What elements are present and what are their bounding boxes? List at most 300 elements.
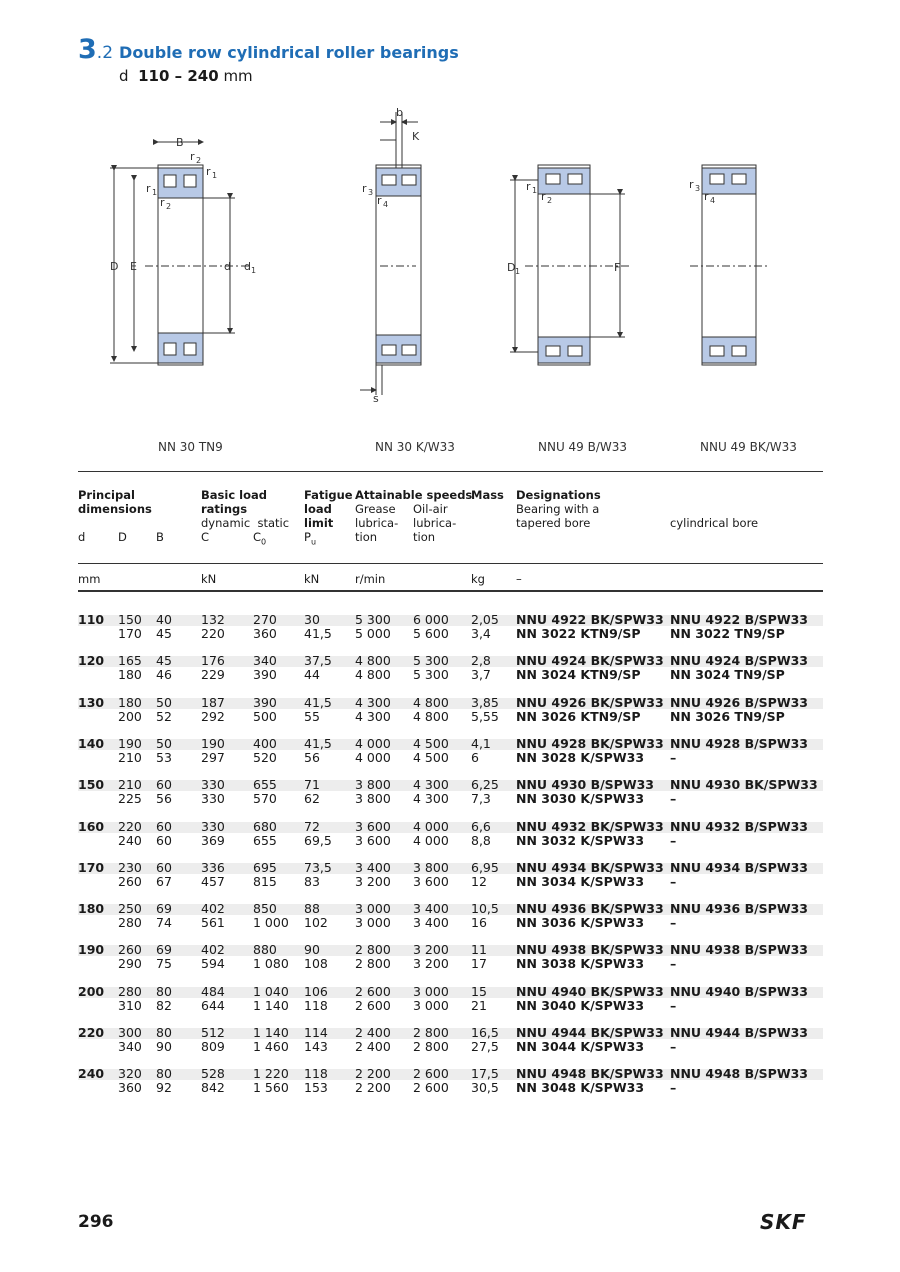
- table-cell: 165: [118, 653, 142, 669]
- table-cell: 176: [201, 653, 225, 669]
- svg-text:r: r: [704, 190, 709, 203]
- table-cell: 6,6: [471, 818, 491, 834]
- table-cell: 80: [156, 1066, 172, 1082]
- table-cell: 842: [201, 1080, 225, 1096]
- table-cell: 11: [471, 942, 487, 958]
- sym-C0: $C_0$: [253, 530, 267, 547]
- table-cell: 320: [118, 1066, 142, 1082]
- table-cell: 4 000: [413, 818, 449, 834]
- table-cell: 50: [156, 735, 172, 751]
- table-cell: NNU 4934 BK/SPW33: [516, 859, 664, 875]
- table-cell: NNU 4944 BK/SPW33: [516, 1025, 664, 1040]
- table-cell: 390: [253, 667, 277, 683]
- table-cell: 150: [78, 777, 105, 793]
- table-cell: 1 040: [253, 983, 289, 999]
- table-cell: 118: [304, 997, 328, 1013]
- svg-text:s: s: [373, 392, 379, 405]
- table-cell: 6,25: [471, 777, 499, 793]
- table-cell: 3,7: [471, 667, 491, 683]
- table-cell: 83: [304, 873, 320, 889]
- table-cell: NN 3024 KTN9/SP: [516, 667, 641, 683]
- table-cell: 67: [156, 873, 172, 889]
- table-cell: 1 220: [253, 1066, 289, 1082]
- table-cell: NNU 4932 B/SPW33: [670, 818, 809, 834]
- table-cell: 310: [118, 997, 142, 1013]
- table-cell: 6 000: [413, 612, 449, 627]
- table-cell: 330: [201, 791, 225, 807]
- col-designations: Designations Bearing with a tapered bore: [516, 488, 601, 530]
- table-cell: 92: [156, 1080, 172, 1096]
- table-cell: 55: [304, 708, 320, 724]
- drawing-label: NNU 49 BK/W33: [700, 440, 797, 454]
- table-cell: NN 3044 K/SPW33: [516, 1039, 645, 1054]
- svg-text:b: b: [396, 106, 403, 119]
- table-cell: 82: [156, 997, 172, 1013]
- table-cell: 71: [304, 777, 320, 793]
- table-cell: 594: [201, 956, 225, 972]
- table-cell: 2 200: [355, 1066, 391, 1082]
- table-cell: 56: [304, 749, 320, 765]
- table-cell: 44: [304, 667, 320, 683]
- table-cell: 60: [156, 859, 172, 875]
- table-cell: NNU 4936 B/SPW33: [670, 901, 809, 917]
- unit-rmin: r/min: [355, 572, 386, 586]
- table-cell: 220: [201, 626, 225, 641]
- bearing-drawings: [90, 100, 810, 420]
- table-cell: 369: [201, 832, 225, 848]
- drawing-label: NNU 49 B/W33: [538, 440, 628, 454]
- table-cell: 402: [201, 942, 225, 958]
- table-cell: 45: [156, 653, 172, 669]
- svg-text:4: 4: [383, 200, 389, 209]
- table-cell: 270: [253, 612, 277, 627]
- sym-Pu: $P_u$: [304, 530, 317, 547]
- table-cell: 2,8: [471, 653, 491, 669]
- col-principal-dimensions: Principal dimensions: [78, 488, 152, 516]
- table-cell: 240: [78, 1066, 105, 1082]
- table-cell: 3 200: [413, 942, 449, 958]
- svg-text:r: r: [377, 194, 382, 207]
- svg-text:r: r: [541, 190, 546, 203]
- drawing-nnu49bw33: [510, 165, 630, 365]
- table-cell: NNU 4928 B/SPW33: [670, 735, 809, 751]
- col-mass: Mass: [471, 488, 504, 502]
- table-cell: 4 800: [355, 653, 391, 669]
- table-cell: 102: [304, 915, 328, 931]
- table-cell: 360: [253, 626, 277, 641]
- table-cell: 220: [118, 818, 142, 834]
- table-cell: –: [670, 749, 677, 765]
- table-cell: 53: [156, 749, 172, 765]
- table-cell: 3 400: [413, 915, 449, 931]
- svg-text:K: K: [412, 130, 420, 143]
- table-cell: 108: [304, 956, 328, 972]
- table-cell: 132: [201, 612, 225, 627]
- table-cell: 15: [471, 983, 487, 999]
- page-number: 296: [78, 1212, 114, 1232]
- table-cell: 3 000: [355, 915, 391, 931]
- table-cell: NNU 4930 B/SPW33: [516, 777, 655, 793]
- svg-text:3: 3: [695, 184, 701, 193]
- table-cell: 4 000: [355, 749, 391, 765]
- svg-text:1: 1: [515, 267, 521, 276]
- svg-text:2: 2: [196, 156, 202, 165]
- table-cell: NNU 4938 B/SPW33: [670, 942, 809, 958]
- sym-D: D: [118, 530, 127, 544]
- table-cell: 170: [78, 859, 105, 875]
- table-cell: 6,95: [471, 859, 499, 875]
- svg-text:F: F: [614, 261, 621, 274]
- table-cell: 1 560: [253, 1080, 289, 1096]
- table-cell: 1 140: [253, 1025, 289, 1040]
- svg-text:r: r: [362, 182, 367, 195]
- sym-C: C: [201, 530, 210, 544]
- table-cell: 250: [118, 901, 142, 917]
- table-cell: NNU 4928 BK/SPW33: [516, 735, 664, 751]
- table-cell: 3 600: [413, 873, 449, 889]
- table-cell: 73,5: [304, 859, 332, 875]
- table-cell: 56: [156, 791, 172, 807]
- table-cell: NNU 4930 BK/SPW33: [670, 777, 818, 793]
- svg-text:d: d: [224, 260, 231, 273]
- table-cell: 225: [118, 791, 142, 807]
- table-cell: 512: [201, 1025, 225, 1040]
- table-cell: 260: [118, 873, 142, 889]
- table-cell: 41,5: [304, 735, 332, 751]
- table-cell: NN 3032 K/SPW33: [516, 832, 645, 848]
- table-cell: 187: [201, 694, 225, 710]
- table-cell: 402: [201, 901, 225, 917]
- table-cell: 3,4: [471, 626, 491, 641]
- table-cell: NN 3036 K/SPW33: [516, 915, 645, 931]
- svg-text:3: 3: [368, 188, 374, 197]
- table-cell: 180: [118, 667, 142, 683]
- svg-text:2: 2: [166, 202, 172, 211]
- table-cell: 3 800: [413, 859, 449, 875]
- table-cell: 62: [304, 791, 320, 807]
- table-cell: 340: [118, 1039, 142, 1054]
- col-attainable-speeds: Attainable speeds: [355, 488, 473, 502]
- table-cell: 12: [471, 873, 487, 889]
- svg-text:SKF: SKF: [760, 1212, 807, 1232]
- table-cell: 120: [78, 653, 105, 669]
- drawing-nnu49bkw33: [690, 165, 770, 365]
- table-cell: 210: [118, 749, 142, 765]
- table-cell: 2 800: [413, 1025, 449, 1040]
- table-cell: 69: [156, 901, 172, 917]
- table-cell: 72: [304, 818, 320, 834]
- table-cell: 880: [253, 942, 277, 958]
- table-cell: 330: [201, 777, 225, 793]
- table-cell: 80: [156, 1025, 172, 1040]
- table-cell: 528: [201, 1066, 225, 1082]
- table-cell: 2 800: [413, 1039, 449, 1054]
- table-cell: 520: [253, 749, 277, 765]
- section-title: Double row cylindrical roller bearings: [119, 43, 459, 62]
- table-cell: 90: [156, 1039, 172, 1054]
- drawing-nn30tn9: [110, 142, 250, 365]
- table-cell: 4 800: [355, 667, 391, 683]
- table-cell: 3,85: [471, 694, 499, 710]
- table-cell: 815: [253, 873, 277, 889]
- table-cell: 41,5: [304, 626, 332, 641]
- table-cell: 17,5: [471, 1066, 499, 1082]
- table-cell: NN 3028 K/SPW33: [516, 749, 645, 765]
- table-cell: 2 400: [355, 1039, 391, 1054]
- table-cell: 106: [304, 983, 328, 999]
- table-top-rule: [78, 471, 823, 472]
- table-cell: NNU 4922 B/SPW33: [670, 612, 809, 627]
- table-cell: –: [670, 1039, 677, 1054]
- table-cell: 2 400: [355, 1025, 391, 1040]
- table-cell: 10,5: [471, 901, 499, 917]
- table-cell: 130: [78, 694, 105, 710]
- unit-mm: mm: [78, 572, 101, 586]
- table-cell: 41,5: [304, 694, 332, 710]
- table-cell: 4 800: [413, 708, 449, 724]
- skf-logo: [760, 1212, 824, 1232]
- table-cell: 160: [78, 818, 105, 834]
- table-cell: NN 3034 K/SPW33: [516, 873, 645, 889]
- table-cell: 143: [304, 1039, 328, 1054]
- table-cell: 292: [201, 708, 225, 724]
- svg-text:1: 1: [532, 186, 538, 195]
- table-unit-rule: [78, 590, 823, 592]
- table-cell: 88: [304, 901, 320, 917]
- table-cell: 60: [156, 777, 172, 793]
- table-cell: 297: [201, 749, 225, 765]
- svg-text:r: r: [689, 178, 694, 191]
- table-cell: 190: [78, 942, 105, 958]
- table-cell: 46: [156, 667, 172, 683]
- table-cell: 1 460: [253, 1039, 289, 1054]
- svg-text:1: 1: [212, 171, 218, 180]
- table-cell: 4 300: [413, 777, 449, 793]
- table-cell: 300: [118, 1025, 142, 1040]
- table-cell: 16: [471, 915, 487, 931]
- svg-text:1: 1: [152, 188, 158, 197]
- drawing-nn30kw33: [360, 112, 421, 395]
- table-cell: NNU 4924 BK/SPW33: [516, 653, 664, 669]
- table-cell: 75: [156, 956, 172, 972]
- table-cell: 5,55: [471, 708, 499, 724]
- svg-text:r: r: [146, 182, 151, 195]
- col-fatigue-load-limit: Fatigue load limit: [304, 488, 353, 530]
- unit-kg: kg: [471, 572, 485, 586]
- table-cell: NN 3048 K/SPW33: [516, 1080, 645, 1096]
- table-cell: 240: [118, 832, 142, 848]
- sym-d: d: [78, 530, 86, 544]
- svg-text:r: r: [206, 165, 211, 178]
- table-cell: 21: [471, 997, 487, 1013]
- table-cell: 3 800: [355, 791, 391, 807]
- table-cell: NN 3026 KTN9/SP: [516, 708, 641, 724]
- table-cell: 3 000: [355, 901, 391, 917]
- table-cell: 30: [304, 612, 320, 627]
- table-cell: 69: [156, 942, 172, 958]
- table-cell: 210: [118, 777, 142, 793]
- table-cell: 6: [471, 749, 479, 765]
- table-cell: 30,5: [471, 1080, 499, 1096]
- drawing-label: NN 30 TN9: [158, 440, 223, 454]
- table-cell: 74: [156, 915, 172, 931]
- unit-kn: kN: [304, 572, 320, 586]
- table-cell: 3 200: [355, 873, 391, 889]
- table-cell: 3 600: [355, 832, 391, 848]
- svg-text:E: E: [130, 260, 137, 273]
- table-cell: 5 300: [413, 667, 449, 683]
- table-cell: 90: [304, 942, 320, 958]
- table-cell: NN 3024 TN9/SP: [670, 667, 785, 683]
- table-cell: 695: [253, 859, 277, 875]
- table-cell: 153: [304, 1080, 328, 1096]
- unit-dash: –: [516, 572, 522, 586]
- table-cell: 8,8: [471, 832, 491, 848]
- table-cell: 400: [253, 735, 277, 751]
- table-cell: 45: [156, 626, 172, 641]
- table-cell: –: [670, 791, 677, 807]
- table-cell: NNU 4926 BK/SPW33: [516, 694, 664, 710]
- table-cell: NNU 4944 B/SPW33: [670, 1025, 809, 1040]
- table-cell: 7,3: [471, 791, 491, 807]
- table-cell: 150: [118, 612, 142, 627]
- table-cell: 390: [253, 694, 277, 710]
- table-cell: 280: [118, 915, 142, 931]
- table-cell: –: [670, 1080, 677, 1096]
- table-cell: 17: [471, 956, 487, 972]
- table-cell: 69,5: [304, 832, 332, 848]
- table-cell: 170: [118, 626, 142, 641]
- table-cell: 190: [118, 735, 142, 751]
- table-cell: 2,05: [471, 612, 499, 627]
- table-cell: 500: [253, 708, 277, 724]
- table-cell: 2 800: [355, 942, 391, 958]
- section-heading: [78, 34, 459, 65]
- table-cell: 850: [253, 901, 277, 917]
- table-cell: 484: [201, 983, 225, 999]
- unit-kn: kN: [201, 572, 217, 586]
- table-cell: 229: [201, 667, 225, 683]
- table-cell: 655: [253, 777, 277, 793]
- table-cell: 2 600: [355, 983, 391, 999]
- table-cell: 3 200: [413, 956, 449, 972]
- table-cell: 5 600: [413, 626, 449, 641]
- svg-text:2: 2: [547, 196, 553, 205]
- table-cell: –: [670, 915, 677, 931]
- table-cell: 3 600: [355, 818, 391, 834]
- table-cell: 60: [156, 832, 172, 848]
- table-cell: 2 600: [413, 1080, 449, 1096]
- table-cell: 4 500: [413, 749, 449, 765]
- table-cell: 180: [118, 694, 142, 710]
- section-number: 3.2: [78, 34, 114, 65]
- table-cell: NN 3040 K/SPW33: [516, 997, 645, 1013]
- table-cell: NNU 4940 B/SPW33: [670, 983, 809, 999]
- table-cell: 3 400: [413, 901, 449, 917]
- table-cell: 16,5: [471, 1025, 499, 1040]
- table-cell: 3 400: [355, 859, 391, 875]
- table-cell: NN 3030 K/SPW33: [516, 791, 645, 807]
- table-cell: NNU 4948 B/SPW33: [670, 1066, 809, 1082]
- svg-text:B: B: [176, 136, 184, 149]
- table-cell: 3 000: [413, 983, 449, 999]
- table-cell: 4 300: [355, 708, 391, 724]
- size-range: d 110 – 240 mm: [119, 67, 253, 85]
- table-cell: 336: [201, 859, 225, 875]
- table-cell: 1 140: [253, 997, 289, 1013]
- table-cell: NN 3022 KTN9/SP: [516, 626, 641, 641]
- table-cell: 4 300: [355, 694, 391, 710]
- table-cell: NNU 4924 B/SPW33: [670, 653, 809, 669]
- svg-text:4: 4: [710, 196, 716, 205]
- table-cell: 200: [118, 708, 142, 724]
- table-cell: 340: [253, 653, 277, 669]
- table-cell: 1 080: [253, 956, 289, 972]
- table-cell: 118: [304, 1066, 328, 1082]
- table-cell: 80: [156, 983, 172, 999]
- table-cell: NN 3038 K/SPW33: [516, 956, 645, 972]
- table-cell: NN 3026 TN9/SP: [670, 708, 785, 724]
- table-cell: –: [670, 832, 677, 848]
- table-cell: 2 600: [413, 1066, 449, 1082]
- table-cell: 4 000: [355, 735, 391, 751]
- table-cell: 40: [156, 612, 172, 627]
- table-cell: 360: [118, 1080, 142, 1096]
- table-cell: 4 300: [413, 791, 449, 807]
- table-cell: 655: [253, 832, 277, 848]
- table-cell: NNU 4940 BK/SPW33: [516, 983, 664, 999]
- svg-text:1: 1: [251, 266, 257, 275]
- table-cell: 561: [201, 915, 225, 931]
- col-basic-load-ratings: Basic load ratings dynamic static: [201, 488, 290, 530]
- table-cell: NNU 4934 B/SPW33: [670, 859, 809, 875]
- table-cell: 60: [156, 818, 172, 834]
- table-cell: 260: [118, 942, 142, 958]
- table-cell: 4 000: [413, 832, 449, 848]
- table-cell: 110: [78, 612, 105, 627]
- table-cell: 644: [201, 997, 225, 1013]
- table-cell: NNU 4922 BK/SPW33: [516, 612, 664, 627]
- table-cell: 190: [201, 735, 225, 751]
- table-cell: 2 200: [355, 1080, 391, 1096]
- col-cylindrical-bore: cylindrical bore: [670, 516, 759, 530]
- col-oil-air: Oil-air lubrica- tion: [413, 502, 457, 544]
- svg-text:r: r: [190, 150, 195, 163]
- table-cell: 5 300: [355, 612, 391, 627]
- svg-text:D: D: [507, 261, 516, 274]
- table-cell: –: [670, 997, 677, 1013]
- table-cell: NNU 4938 BK/SPW33: [516, 942, 664, 958]
- table-cell: 5 300: [413, 653, 449, 669]
- svg-text:r: r: [526, 180, 531, 193]
- table-cell: 140: [78, 735, 105, 751]
- table-cell: 457: [201, 873, 225, 889]
- table-cell: NNU 4932 BK/SPW33: [516, 818, 664, 834]
- table-cell: 220: [78, 1025, 105, 1040]
- table-cell: 37,5: [304, 653, 332, 669]
- table-cell: 27,5: [471, 1039, 499, 1054]
- table-cell: 200: [78, 983, 105, 999]
- table-cell: 3 800: [355, 777, 391, 793]
- table-cell: 330: [201, 818, 225, 834]
- table-cell: 680: [253, 818, 277, 834]
- table-cell: 290: [118, 956, 142, 972]
- table-cell: 230: [118, 859, 142, 875]
- table-cell: NN 3022 TN9/SP: [670, 626, 785, 641]
- table-cell: 114: [304, 1025, 328, 1040]
- table-cell: 50: [156, 694, 172, 710]
- table-cell: 180: [78, 901, 105, 917]
